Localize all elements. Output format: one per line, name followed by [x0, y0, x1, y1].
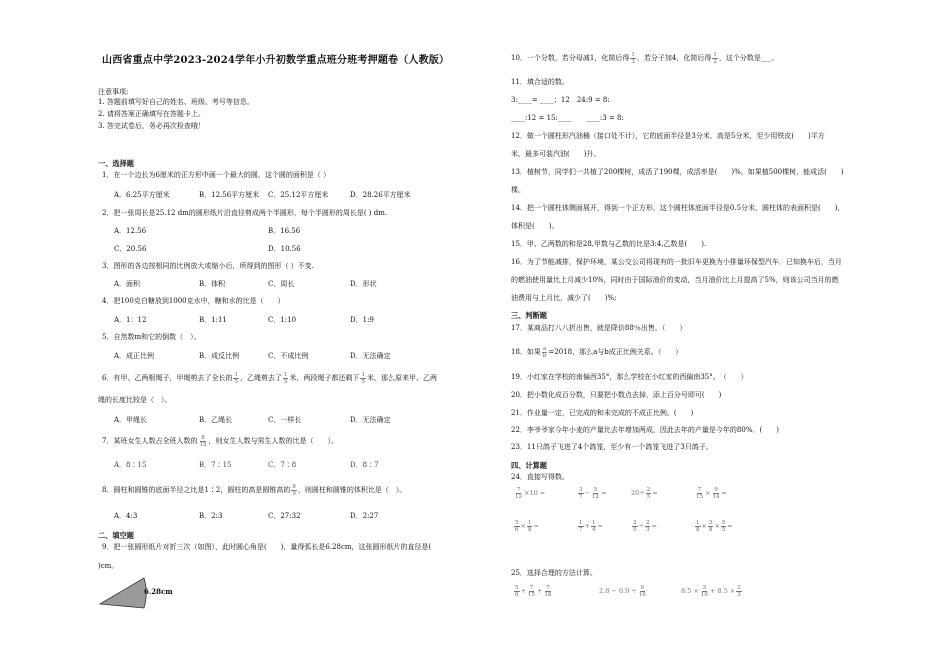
option-d: D．10.56 [268, 245, 301, 253]
fraction: $\frac{a}{b}$ [542, 346, 547, 359]
question-2: 2．把一张周长是25.12 dm的圆形纸片沿直径剪成两个半圆形，每个半圆形的周长是( ) dm. [102, 209, 388, 217]
question-14: 14．把一个圆柱体侧面展开，得到一个正方形，这个圆柱体底面半径是0.5分米，圆柱体的表面积是( )， [511, 204, 845, 212]
option-c: C．20.56 [114, 245, 147, 253]
question-24: 24．直接写得数。 [511, 473, 569, 481]
option-d: D．无法确定 [350, 416, 391, 424]
calc-item: 2.8 − 0.9 ÷ $\frac{9}{10}$ [599, 585, 646, 598]
option-b: B．12.56平方厘米 [199, 191, 260, 199]
question-7: 7．某班女生人数占全班人数的 $\frac{8}{15}$ ，则女生人数与男生人数的比是（ ）。 [102, 435, 338, 448]
question-5: 5．自然数m和它的倒数（ ）。 [102, 333, 201, 341]
question-10: 10．一个分数，若分母减1，化简后得 $\frac{1}{3}$ ，若分子加4，化简后得 $\frac{1}{2}$ ，这个分数是___。 [511, 52, 779, 65]
option-a: A．12.56 [114, 227, 147, 235]
fraction: $\frac{1}{2}$ [713, 52, 717, 65]
option-b: B．16.56 [268, 227, 301, 235]
sector-label: 6.28cm [144, 587, 173, 596]
option-a: A．面积 [114, 280, 141, 288]
question-6: 6．有甲、乙两根绳子，甲绳剪去了全长的 $\frac{1}{5}$ ，乙绳剪去了 $\frac{1}{5}$ 米，两段绳子都还剩下 $\frac{1}{5}$ 米，那么原来甲、乙两 [102, 372, 437, 385]
calc-item: $\frac{2}{5}$ ÷ $\frac{2}{3}$ = [633, 520, 657, 533]
option-c: C．27:32 [268, 512, 301, 520]
question-9: 9．把一张圆形纸片对折三次（如图），此时圆心角是( )，量得弧长是6.28cm，这张圆形纸片的直径是( [102, 543, 432, 551]
calc-item: $\frac{1}{7}$ + $\frac{1}{4}$ = [579, 520, 603, 533]
option-a: A．8∶15 [114, 461, 147, 469]
question-16-cont: 的燃油使用量比上月减少10%，同时由于国际油价的变动，当月油价比上月提高了5%，则该公司当月的燃 [511, 276, 839, 284]
notice-item: 3. 答完试卷后，务必再次检查哦！ [98, 122, 205, 130]
section-heading-calc: 四、计算题 [511, 461, 547, 470]
option-b: B．体积 [199, 280, 226, 288]
option-d: D．无法确定 [350, 352, 391, 360]
option-a: A．6.25平方厘米 [114, 191, 170, 199]
option-b: B．成反比例 [199, 352, 240, 360]
question-6-cont: 绳的长度比较是（ ）。 [98, 396, 172, 404]
calc-item: $\frac{7}{12}$ ×10 = [515, 487, 546, 500]
option-a: A．成正比例 [114, 352, 155, 360]
question-9-cont: )cm。 [98, 562, 119, 570]
question-16: 16．为了节能减排，保护环境，某公交公司将现有的一批旧车更换为小排量环保型汽车．已知换车后，当月 [511, 258, 842, 266]
option-d: D．形状 [350, 280, 377, 288]
question-21: 21．作业量一定，已完成的和未完成的不成正比例。( ) [511, 409, 694, 417]
option-d: D．2:27 [350, 512, 379, 520]
option-b: B．7∶15 [199, 461, 232, 469]
fraction: $\frac{8}{9}$ [292, 484, 296, 497]
question-4: 4．把100克白糖放到1000克水中，糖和水的比是（ ） [102, 297, 285, 305]
option-b: B．乙绳长 [199, 416, 233, 424]
question-13-cont: 棵。 [511, 186, 525, 194]
question-25: 25．选择合理的方法计算。 [511, 569, 597, 577]
option-d: D．1:9 [350, 316, 374, 324]
option-c: C．1:10 [268, 316, 297, 324]
question-23: 23．11只鸽子飞进了4个鸽笼，至少有一个鸽笼飞进了3只鸽子。 [511, 443, 713, 451]
option-d: D．8∶7 [350, 461, 379, 469]
question-18: 18．如果 $\frac{a}{b}$ =2018，那么a与b成正比例关系。（ ） [511, 346, 683, 359]
fraction: $\frac{1}{3}$ [631, 52, 635, 65]
notice-heading: 注意事项: [98, 88, 129, 96]
calc-item: $\frac{7}{15}$ × $\frac{9}{14}$ = [696, 487, 727, 500]
option-c: C．周长 [268, 280, 295, 288]
option-a: A．甲绳长 [114, 416, 148, 424]
question-16-cont: 油费用与上月比，减少了( )%; [511, 294, 617, 302]
question-20: 20．把小数化成百分数，只要把小数点去掉，添上百分号即可( ) [511, 391, 722, 399]
question-12: 12．做一个圆柱形汽油桶（接口处不计），它的底面半径是3分米，高是5分米，至少用铁皮( )平方 [511, 132, 825, 140]
question-12-cont: 米，最多可装汽油( )升。 [511, 150, 601, 158]
calc-item: $\frac{5}{6}$ × $\frac{1}{8}$ = [515, 520, 539, 533]
question-19: 19．小红家在学校的南偏西35°，那么学校在小红家的西偏南35°。 （ ） [511, 373, 748, 381]
page-title: 山西省重点中学2023-2024学年小升初数学重点班分班考押题卷（人教版） [102, 55, 450, 66]
question-14-cont: 体积是( )。 [511, 222, 559, 230]
fraction: $\frac{1}{5}$ [283, 372, 288, 385]
fraction: $\frac{1}{5}$ [361, 372, 365, 385]
section-heading-choice: 一、选择题 [98, 159, 134, 168]
question-11-line-2: ____:12 = 15:____ ____:3 = 8: [511, 114, 624, 122]
question-1: 1．在一个边长为6厘米的正方形中画一个最大的圆，这个圆的面积是（ ） [102, 171, 331, 179]
option-a: A．4:3 [114, 512, 138, 520]
calc-item: $\frac{1}{8}$ × $\frac{5}{8}$ × $\frac{5}{5}$ = [696, 520, 733, 533]
question-22: 22．李爷爷家今年小麦的产量比去年增加两成，因此去年的产量是今年的80%．( ) [511, 426, 779, 434]
option-c: C．7∶8 [268, 461, 297, 469]
option-c: C．一样长 [268, 416, 302, 424]
question-11: 11．填合适的数。 [511, 78, 569, 86]
question-11-line-1: 3:____= ____；12 24:9 = 8: [511, 96, 610, 104]
notice-item: 1. 答题前填写好自己的姓名、班级、考号等信息。 [98, 98, 254, 106]
option-c: C．25.12平方厘米 [268, 191, 329, 199]
option-b: B．2:3 [199, 512, 223, 520]
question-15: 15．甲、乙两数的和是28,甲数与乙数的比是3:4,乙数是( ). [511, 240, 707, 248]
question-3: 3．图形的各边按相同的比例放大或缩小后，所得到的图形（ ）不变. [102, 262, 314, 270]
calc-item: $\frac{3}{7}$ − $\frac{5}{12}$ = [579, 487, 607, 500]
question-13: 13．植树节，同学们一共植了200棵树，成活了190棵，成活率是( )%，如果植500棵树，能成活( ) [511, 168, 844, 176]
option-b: B．1:11 [199, 316, 227, 324]
calc-item: 20÷ $\frac{2}{5}$ = [631, 487, 658, 500]
section-heading-fill: 二、填空题 [98, 531, 134, 540]
notice-item: 2. 请将答案正确填写在答题卡上。 [98, 110, 205, 118]
calc-item: 8.5 × $\frac{3}{10}$ + 8.5 × $\frac{2}{3}$ [681, 585, 741, 598]
section-heading-judge: 三、判断题 [511, 311, 547, 320]
option-a: A．1：12 [114, 316, 147, 324]
fraction: $\frac{8}{15}$ [199, 435, 207, 448]
question-8: 8．圆柱和圆锥的底面半径之比是1∶2，圆柱的高是圆锥高的 $\frac{8}{9}$ ，则圆柱和圆锥的体积比是（ ）。 [102, 484, 407, 497]
option-d: D．28.26平方厘米 [350, 191, 411, 199]
option-c: C．不成比例 [268, 352, 309, 360]
fraction: $\frac{1}{5}$ [234, 372, 238, 385]
calc-item: $\frac{5}{6}$ + $\frac{7}{15}$ + $\frac{7}{18}$ [515, 585, 552, 598]
question-17: 17．某商品打八八折出售，就是降价88％出售。（ ） [511, 324, 687, 332]
